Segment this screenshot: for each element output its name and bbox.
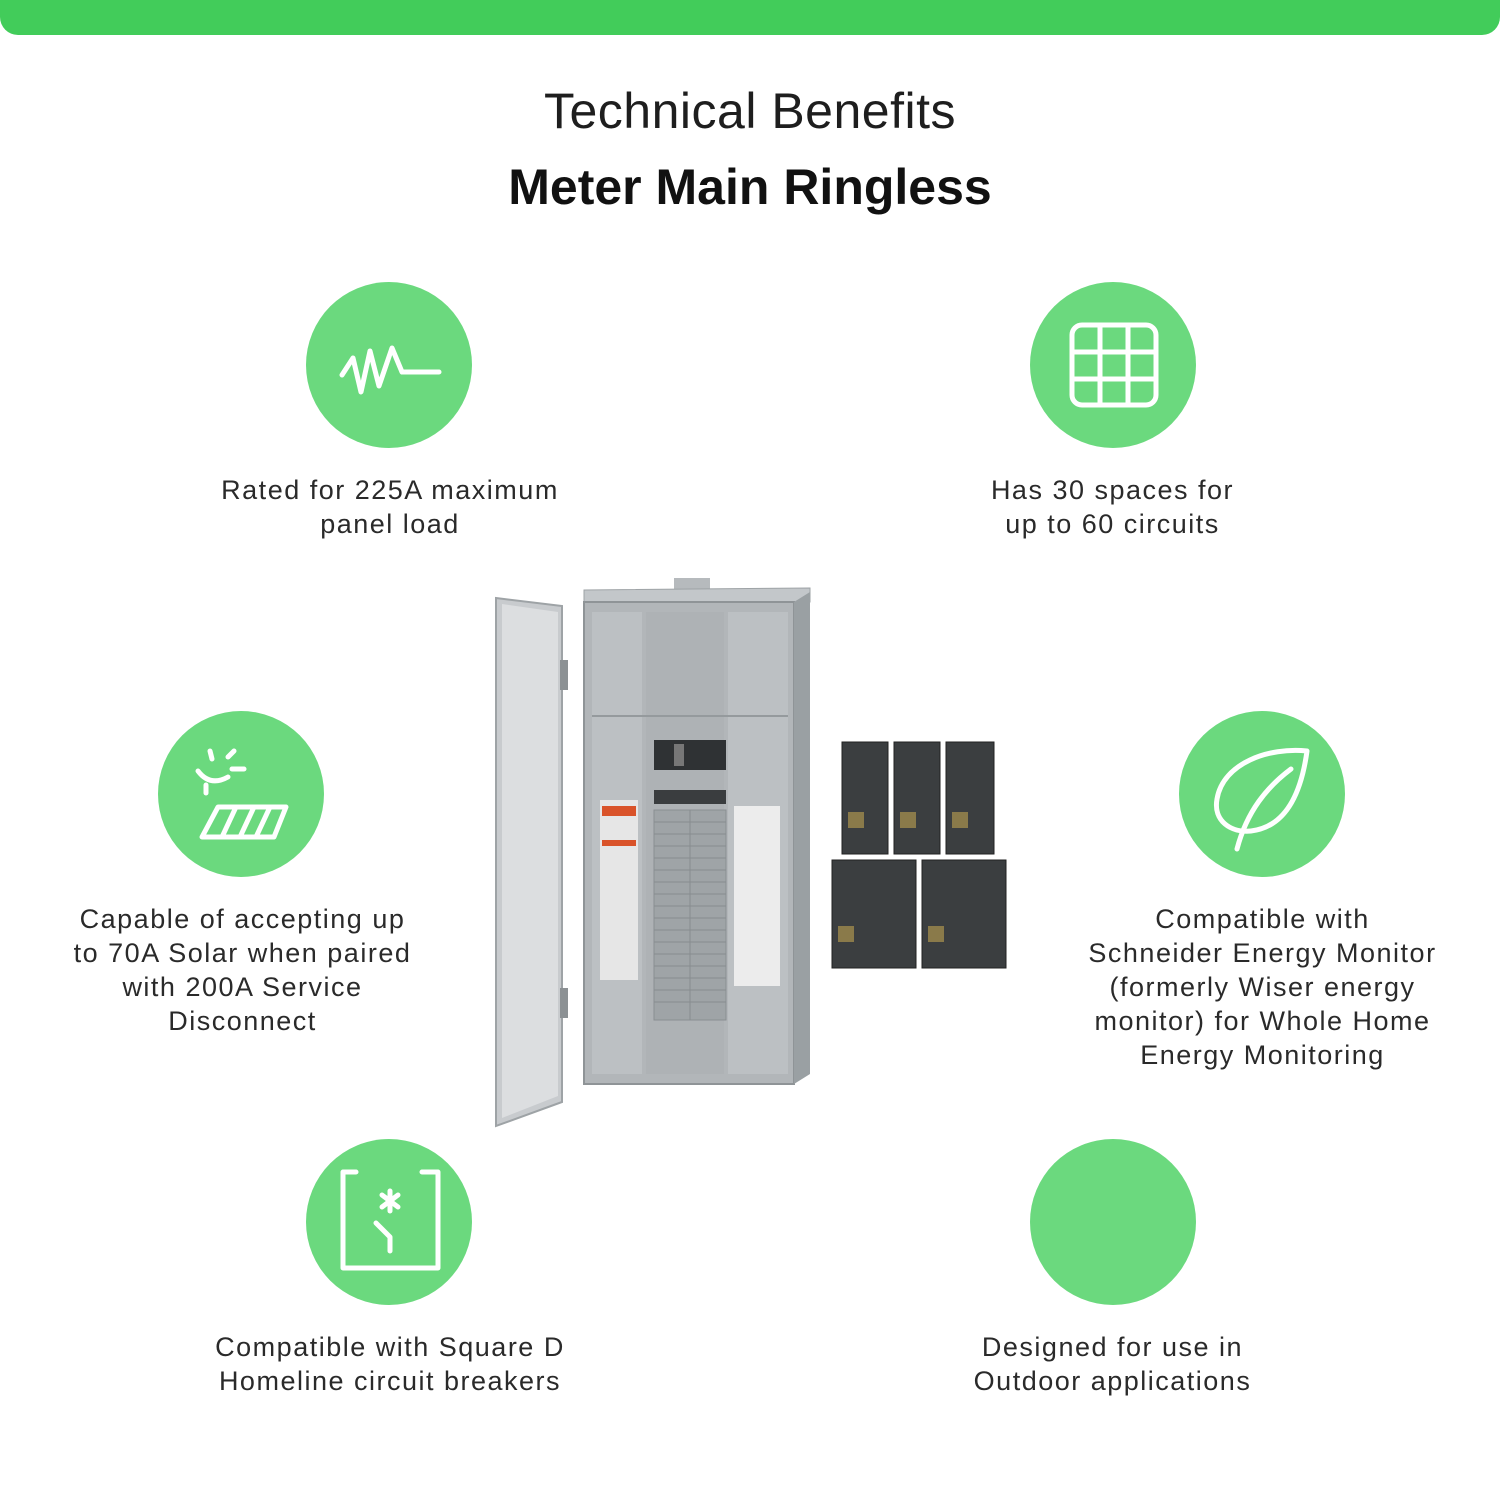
top-accent-bar [0,0,1500,35]
benefit-caption-solar: Capable of accepting up to 70A Solar when paired with 200A Service Disconnect [73,904,412,1036]
solar-panel-icon [158,711,324,877]
load-center-product-image [480,570,1040,1140]
page-subtitle: Meter Main Ringless [508,159,992,215]
benefit-caption-outdoor: Designed for use in Outdoor applications [973,1332,1252,1396]
grid-icon [1030,282,1196,448]
page-title: Technical Benefits [543,83,956,139]
benefit-caption-load: Rated for 225A maximum panel load [221,475,559,539]
benefit-caption-breakers: Compatible with Square D Homeline circuit breakers [215,1332,565,1396]
leaf-icon [1179,711,1345,877]
benefit-caption-monitor: Compatible with Schneider Energy Monitor (formerly Wiser energy monitor) for Whole Home Energy Monitoring [1088,904,1437,1070]
circuit-breaker-icon [306,1139,472,1305]
benefit-caption-spaces: Has 30 spaces for up to 60 circuits [990,475,1235,539]
blank-icon [1030,1139,1196,1305]
waveform-icon [306,282,472,448]
